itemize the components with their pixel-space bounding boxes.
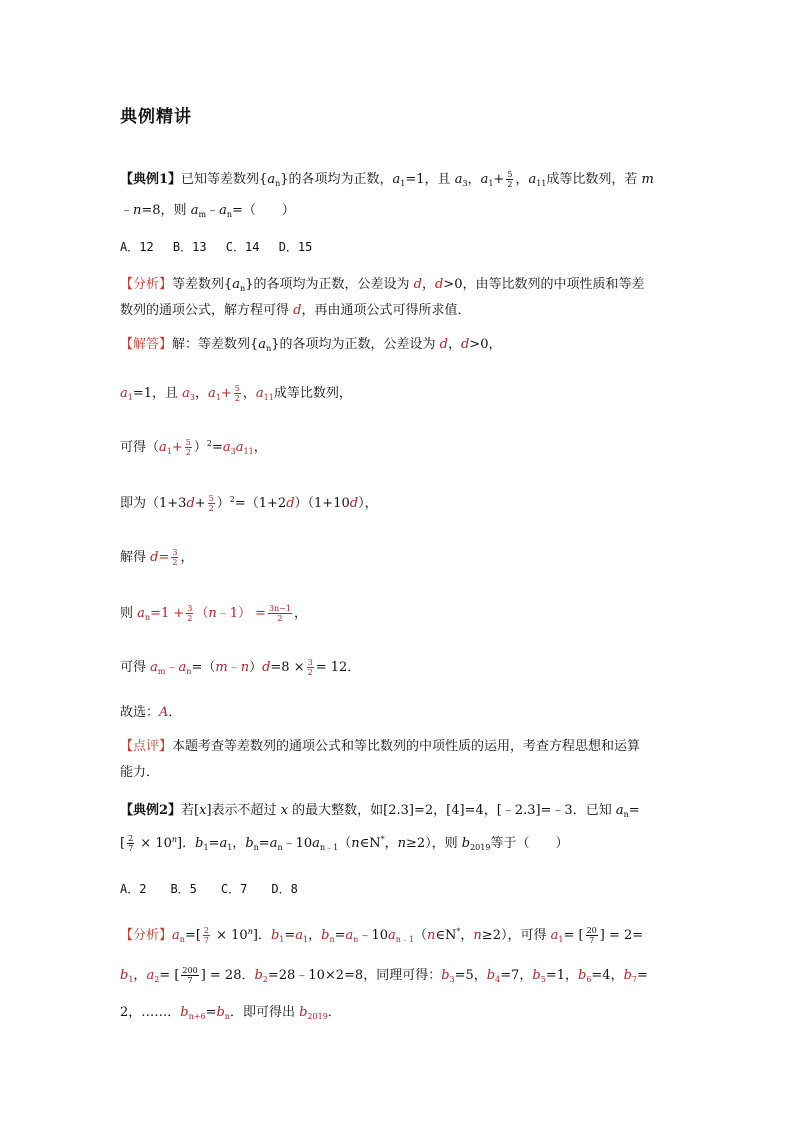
solution-step-6: 可得 $a_m﹣a_n=(m﹣n)d=8$ × $\frac{3}{2}$ = 12．: [120, 658, 361, 677]
analysis-tag: 【分析】: [120, 277, 173, 292]
fraction: $\frac{5}{2}$: [507, 170, 513, 189]
comment-line1: 【点评】本题考查等差数列的通项公式和等比数列的中项性质的运用，考查方程思想和运算: [120, 739, 641, 754]
solution-tag: 【解答】: [120, 337, 173, 352]
comment-line2: 能力．: [120, 765, 160, 780]
example1-analysis-line1: 【分析】等差数列$\{a_n\}$的各项均为正数，公差设为 d，d>0，由等比数列的中项性质和等差: [120, 277, 645, 293]
example1-analysis-line2: 数列的通项公式，解方程可得 d，再由通项公式可得所求值．: [120, 303, 471, 318]
solution-step-4: 解得 d= $\frac{3}{2}$ ，: [120, 548, 194, 567]
analysis-tag-2: 【分析】: [120, 928, 173, 943]
example2-analysis-line2: $b_1$，$a_2=$ [ $\frac{200}{7}$ ] = 28．$b_2=28﹣10\times 2=8$，同理可得：$b_3=5$，$b_4=7$，$b_5=1$，$b_6=4$，$b_7=$: [120, 966, 648, 985]
solution-step-2: 可得（$a_1+$ $\frac{5}{2}$ ）$^2=a_3a_{11}$，: [120, 438, 267, 457]
choice-line: 故选：A．: [120, 705, 182, 720]
example1-question-line1: 【典例1】已知等差数列$\{a_n\}$的各项均为正数，$a_1=1$，且 $a_3$，$a_1+$ $\frac{5}{2}$ ，$a_{11}$成等比数列，若 m: [120, 170, 654, 189]
example2-question-line2: [ $\frac{2}{7}$ × $10^n$]．$b_1=a_1$，$b_n=a_n﹣10a_{n﹣1}(n\in N^*$，n≥2），则 $b_{2019}$等于（ ）: [120, 834, 569, 853]
example2-analysis-line1: 【分析】$a_n=$[ $\frac{2}{7}$ × $10^n$]．$b_1=a_1$，$b_n=a_n﹣10a_{n﹣1}(n\in N^*$，n≥2），可得 $a_1=$ [ $\frac{20}{7}$ ] = 2=: [120, 926, 644, 945]
example2-tag: 【典例2】: [120, 803, 182, 818]
example1-options: A．12 B．13 C．14 D．15: [120, 240, 313, 254]
section-heading: 典例精讲: [120, 107, 192, 127]
example1-tag: 【典例1】: [120, 172, 182, 187]
example1-solution-line: 【解答】解：等差数列$\{a_n\}$的各项均为正数，公差设为 d，d>0，: [120, 337, 502, 353]
solution-step-5: 则 $a_n=1$ + $\frac{3}{2}$ （n﹣1） = $\frac{3n-1}{2}$ ，: [120, 604, 307, 623]
comment-tag: 【点评】: [120, 739, 173, 754]
example2-question-line1: 【典例2】若[x]表示不超过 x 的最大整数，如[2.3]=2，[4]=4，[﹣2.3]=﹣3．已知 $a_n=$: [120, 803, 640, 819]
example2-analysis-line3: 2，……．$b_{n+6}=b_n$．即可得出 $b_{2019}$．: [120, 1005, 341, 1021]
example1-question-line2: ﹣n=8，则 $a_m﹣a_n=$（ ）: [120, 203, 295, 219]
solution-step-3: 即为（1+3d+ $\frac{5}{2}$ ）$^2$=（1+2d）（1+10d），: [120, 494, 378, 513]
solution-step-1: $a_1=1$，且 $a_3$，$a_1+$ $\frac{5}{2}$ ，$a_{11}$成等比数列，: [120, 384, 352, 403]
example2-options: A．2 B．5 C．7 D．8: [120, 882, 298, 896]
